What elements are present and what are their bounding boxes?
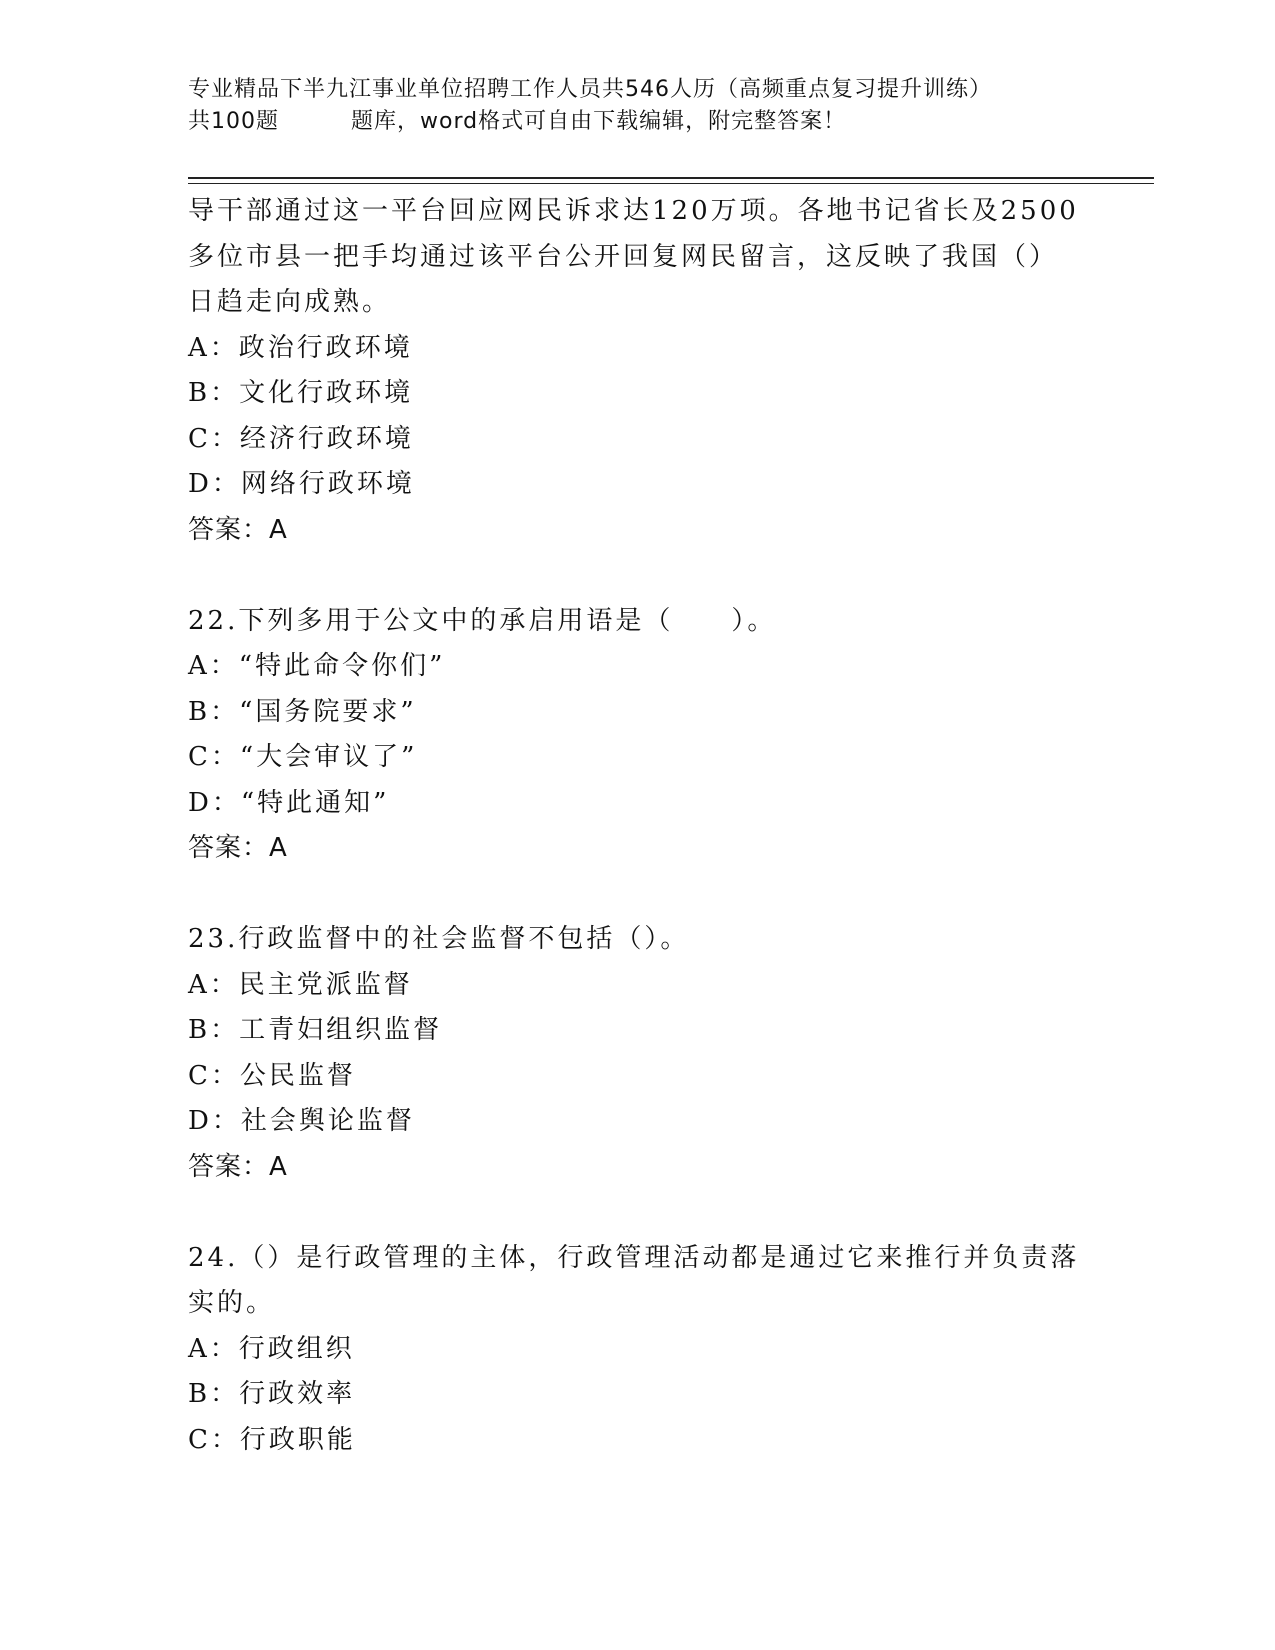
option-a: A：“特此命令你们”: [188, 651, 446, 681]
answer-line: 答案：A: [188, 1151, 288, 1182]
header-title-line: 专业精品下半九江事业单位招聘工作人员共546人历（高频重点复习提升训练）: [188, 77, 992, 102]
question-text-line: 日趋走向成熟。: [188, 287, 392, 317]
option-a: A：行政组织: [188, 1333, 355, 1364]
question-stem: 24.（）是行政管理的主体，行政管理活动都是通过它来推行并负责落: [188, 1242, 1080, 1273]
document-header: [188, 74, 1088, 138]
option-b: B：行政效率: [188, 1379, 356, 1409]
option-c: C：“大会审议了”: [188, 742, 418, 772]
option-b: B：文化行政环境: [188, 378, 414, 408]
question-stem: 实的。: [188, 1288, 276, 1318]
question-text-line: 多位市县一把手均通过该平台公开回复网民留言，这反映了我国（）: [188, 241, 1059, 272]
option-c: C：行政职能: [188, 1424, 356, 1455]
header-subtitle-line: [188, 106, 1088, 138]
header-count: 共100题: [188, 109, 279, 134]
question-content: [188, 189, 1088, 1463]
option-a: A：民主党派监督: [188, 969, 413, 1000]
option-d: D：社会舆论监督: [188, 1106, 415, 1136]
option-b: B：工青妇组织监督: [188, 1015, 443, 1045]
header-divider-thick: [188, 177, 1154, 179]
option-c: C：经济行政环境: [188, 423, 414, 454]
answer-line: 答案：A: [188, 514, 288, 545]
question-21-continuation: [188, 189, 1088, 553]
question-23: [188, 917, 1088, 1190]
option-d: D：“特此通知”: [188, 787, 390, 818]
question-stem: 22.下列多用于公文中的承启用语是（ ）。: [188, 605, 777, 636]
question-22: [188, 599, 1088, 872]
question-text-line: 导干部通过这一平台回应网民诉求达120万项。各地书记省长及2500: [188, 196, 1079, 226]
option-c: C：公民监督: [188, 1060, 356, 1091]
header-note: 题库，word格式可自由下载编辑，附完整答案！: [351, 109, 847, 134]
answer-line: 答案：A: [188, 833, 288, 863]
option-a: A：政治行政环境: [188, 332, 413, 363]
header-divider-thin: [188, 183, 1154, 184]
option-d: D：网络行政环境: [188, 469, 415, 499]
option-b: B：“国务院要求”: [188, 696, 417, 727]
question-24: [188, 1236, 1088, 1464]
question-stem: 23.行政监督中的社会监督不包括（）。: [188, 924, 690, 954]
